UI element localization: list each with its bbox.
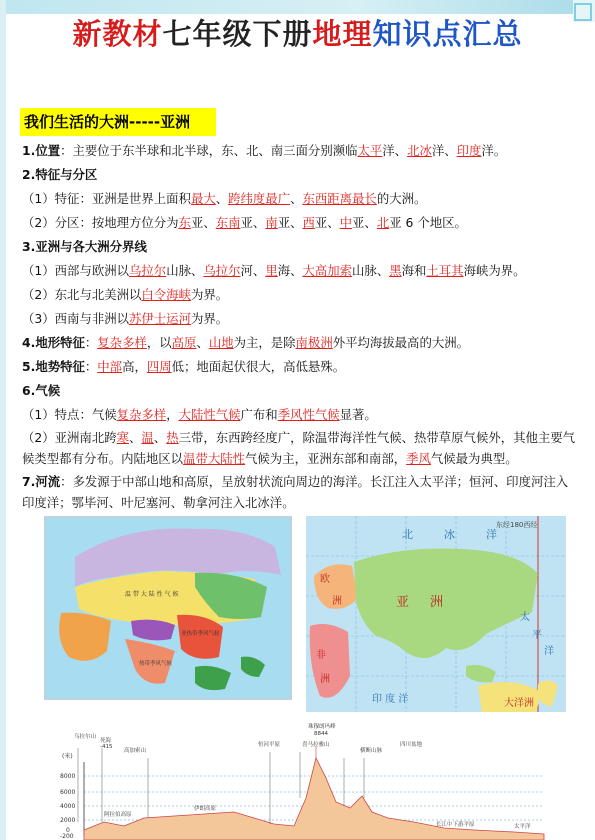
label-oceania: 大洋洲 [504,698,534,709]
line-climate-heading: 6.气候 [22,383,61,398]
label-north: 北 [402,528,413,541]
label-africa-1: 非 [316,650,326,661]
profile-dead-sea: 死海 [100,738,112,744]
line-regions: （2）分区：按地理方位分为东亚、东南亚、南亚、西亚、中亚、北亚 6 个地区。 [22,215,467,230]
profile-unit: (米) [62,753,73,760]
profile-ganges-plain: 恒河平原 [258,742,281,748]
line-terrain: 4.地形特征：复杂多样，以高原、山地为主，是除南极洲外平均海拔最高的大洲。 [22,335,470,350]
asia-climate-map [44,516,292,700]
top-border [0,0,595,14]
label-pacific-3: 洋 [544,646,554,657]
label-europe-2: 洲 [332,596,342,607]
profile-arabian-plateau: 阿拉伯高原 [104,812,132,818]
climate-label-continental: 温 带 大 陆 性 气 候 [125,591,179,598]
profile-dead-sea-value: -415 [100,744,113,750]
label-asia-2: 洲 [430,595,444,610]
profile-y4000: 4000 [60,803,76,810]
line-boundary-africa: （3）西南与非洲以苏伊士运河为界。 [22,311,229,326]
line-climate-zones: （2）亚洲南北跨寒、温、热三带，东西跨经度广，除温带海洋性气候、热带草原气候外，其他主要气候类型都有分布。内陆地区以温带大陆性气候为主，亚洲东部和南部，季风气候最为典型。 [22,430,576,466]
label-africa-2: 洲 [320,674,330,685]
profile-himalaya: 喜马拉雅山 [302,742,330,748]
profile-hengduan: 横断山脉 [360,748,383,754]
line-rivers: 7.河流：多发源于中部山地和高原，呈放射状流向周边的海洋。长江注入太平洋；恒河、印度河注入印度洋；鄂毕河、叶尼塞河、勒拿河注入北冰洋。 [22,474,569,510]
line-boundary-europe: （1）西部与欧洲以乌拉尔山脉、乌拉尔河、里海、大高加索山脉、黑海和土耳其海峡为界。 [22,263,526,278]
label-ice: 冰 [444,528,455,541]
profile-yangtze-plain: 长江中下游平原 [436,822,475,828]
label-pacific-2: 平 [532,630,542,641]
profile-y2000: 2000 [60,817,76,824]
line-boundary-namerica: （2）东北与北美洲以白令海峡为界。 [22,287,229,302]
page-title [0,14,595,54]
line-climate-features: （1）特点：气候复杂多样，大陆性气候广布和季风性气候显著。 [22,407,377,422]
title-part-2: 七年级下册 [162,17,313,51]
climate-label-tropical-monsoon: 热带季风气候 [139,661,173,667]
label-pacific-1: 太 [520,612,530,623]
label-indian-ocean: 印 度 洋 [372,694,409,705]
line-features-heading: 2.特征与分区 [22,167,98,182]
asia-location-map [306,516,566,712]
left-border [0,0,6,840]
profile-y-200: -200 [60,833,74,840]
line-boundaries-heading: 3.亚洲与各大洲分界线 [22,239,147,254]
profile-caucasus: 高加索山 [124,748,147,754]
title-part-4: 知识点汇总 [372,17,523,51]
profile-y8000: 8000 [60,773,76,780]
title-part-3: 地理 [312,17,373,51]
profile-ural: 乌拉尔山 [74,734,97,740]
label-meridian: 东经180西经 [496,521,538,529]
profile-everest-value: 8844 [314,731,328,737]
profile-y0: 0 [66,827,70,834]
profile-sichuan-basin: 四川盆地 [400,742,423,748]
line-position: 1.位置：主要位于东半球和北半球，东、北、南三面分别濒临太平洋、北冰洋、印度洋。 [22,143,507,158]
profile-pacific: 太平洋 [514,824,531,830]
profile-everest: 珠穆朗玛峰 [308,724,336,730]
line-elevation: 5.地势特征：中部高，四周低；地面起伏很大，高低悬殊。 [22,359,346,374]
label-asia-1: 亚 [396,595,410,610]
climate-label-subtropical-monsoon: 亚热带季风气候 [181,631,220,637]
section-heading: 我们生活的大洲-----亚洲 [20,108,216,136]
label-ocean-arctic: 洋 [486,528,497,541]
line-features: （1）特征：亚洲是世界上面积最大、跨纬度最广、东西距离最长的大洲。 [22,191,427,206]
profile-iran-plateau: 伊朗高原 [194,806,217,812]
asia-terrain-profile [44,718,564,840]
title-part-1: 新教材 [72,17,163,51]
label-europe-1: 欧 [320,574,330,585]
profile-y6000: 6000 [60,789,76,796]
